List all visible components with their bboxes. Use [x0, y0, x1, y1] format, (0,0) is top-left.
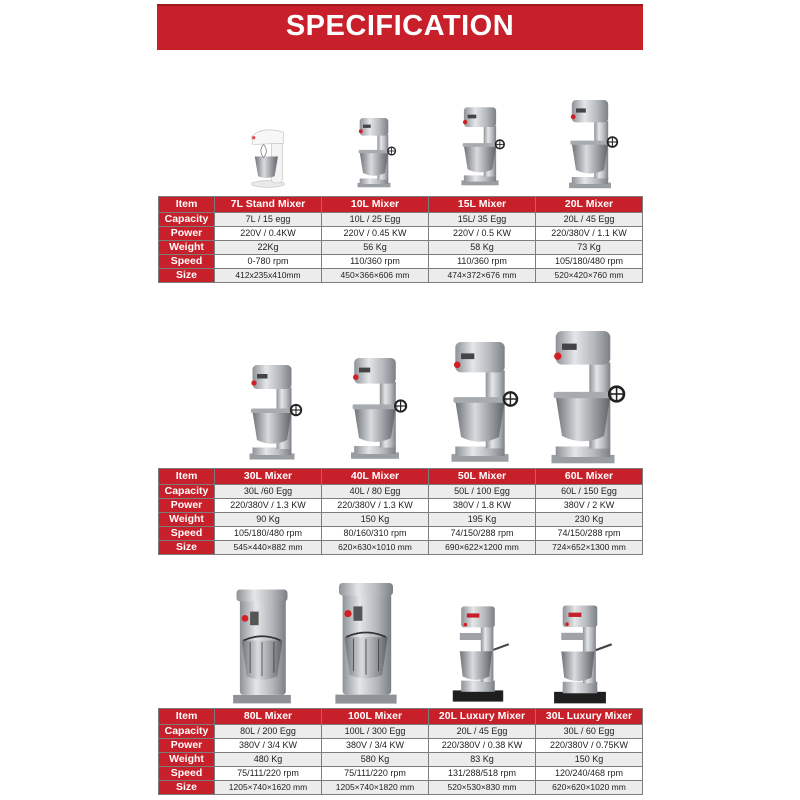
table-header-row: [159, 709, 643, 725]
table-cell: 474×372×676 mm: [429, 269, 536, 283]
table-cell: 75/111/220 rpm: [322, 767, 429, 781]
table-cell: 120/240/468 rpm: [536, 767, 643, 781]
spec-table-3: [158, 708, 643, 795]
mixer-image-30l: [250, 365, 302, 460]
table-cell: 56 Kg: [322, 241, 429, 255]
mixer-image-100l: [335, 583, 396, 704]
table-cell: 131/288/518 rpm: [429, 767, 536, 781]
table-cell: 60L / 150 Egg: [536, 485, 643, 499]
row-label: Power: [159, 499, 215, 513]
table-row: [159, 241, 643, 255]
table-cell: 1205×740×1620 mm: [215, 781, 322, 795]
table-cell: 220/380V / 0.75KW: [536, 739, 643, 753]
table-cell: 83 Kg: [429, 753, 536, 767]
table-cell: 380V / 3/4 KW: [322, 739, 429, 753]
table-cell: 110/360 rpm: [322, 255, 429, 269]
table-cell: 690×622×1200 mm: [429, 541, 536, 555]
mixer-image-30l-luxury: [554, 605, 612, 703]
table-header-row: [159, 469, 643, 485]
row-label: Capacity: [159, 725, 215, 739]
table-cell: 1205×740×1820 mm: [322, 781, 429, 795]
table-cell: 58 Kg: [429, 241, 536, 255]
table-cell: 73 Kg: [536, 241, 643, 255]
mixer-image-7l: [252, 130, 285, 187]
table-cell: 150 Kg: [322, 513, 429, 527]
mixer-image-20l-luxury: [453, 606, 509, 701]
table-cell: 100L / 300 Egg: [322, 725, 429, 739]
table-cell: 480 Kg: [215, 753, 322, 767]
table-cell: 520×530×830 mm: [429, 781, 536, 795]
header-cell: 80L Mixer: [215, 709, 322, 725]
table-row: [159, 255, 643, 269]
mixer-image-20l: [569, 100, 617, 188]
table-cell: 10L / 25 Egg: [322, 213, 429, 227]
table-cell: 80L / 200 Egg: [215, 725, 322, 739]
table-cell: 0-780 rpm: [215, 255, 322, 269]
header-cell: 7L Stand Mixer: [215, 197, 322, 213]
table-cell: 620×620×1020 mm: [536, 781, 643, 795]
table-cell: 724×652×1300 mm: [536, 541, 643, 555]
table-cell: 80/160/310 rpm: [322, 527, 429, 541]
table-cell: 220V / 0.4KW: [215, 227, 322, 241]
table-cell: 545×440×882 mm: [215, 541, 322, 555]
header-cell: Item: [159, 469, 215, 485]
table-cell: 520×420×760 mm: [536, 269, 643, 283]
table-cell: 380V / 1.8 KW: [429, 499, 536, 513]
table-row: [159, 781, 643, 795]
spec-table-1: [158, 196, 643, 283]
table-cell: 220V / 0.45 KW: [322, 227, 429, 241]
header-cell: 30L Mixer: [215, 469, 322, 485]
table-cell: 30L / 60 Egg: [536, 725, 643, 739]
header-cell: 50L Mixer: [429, 469, 536, 485]
header-cell: Item: [159, 197, 215, 213]
row-label: Size: [159, 269, 215, 283]
table-cell: 150 Kg: [536, 753, 643, 767]
mixer-image-80l: [233, 590, 291, 704]
mixer-image-10l: [358, 118, 396, 187]
table-row: [159, 227, 643, 241]
row-label: Size: [159, 541, 215, 555]
table-cell: 110/360 rpm: [429, 255, 536, 269]
header-cell: 20L Luxury Mixer: [429, 709, 536, 725]
table-row: [159, 513, 643, 527]
table-row: [159, 725, 643, 739]
table-row: [159, 767, 643, 781]
table-cell: 50L / 100 Egg: [429, 485, 536, 499]
table-cell: 40L / 80 Egg: [322, 485, 429, 499]
table-header-row: [159, 197, 643, 213]
row-label: Weight: [159, 241, 215, 255]
table-cell: 20L / 45 Egg: [536, 213, 643, 227]
mixer-image-60l: [552, 331, 624, 463]
row-label: Power: [159, 227, 215, 241]
table-cell: 220/380V / 0.38 KW: [429, 739, 536, 753]
table-row: [159, 485, 643, 499]
table-cell: 15L/ 35 Egg: [429, 213, 536, 227]
table-cell: 620×630×1010 mm: [322, 541, 429, 555]
table-cell: 220/380V / 1.3 KW: [215, 499, 322, 513]
table-cell: 380V / 2 KW: [536, 499, 643, 513]
row-label: Capacity: [159, 213, 215, 227]
row-label: Power: [159, 739, 215, 753]
table-cell: 580 Kg: [322, 753, 429, 767]
table-row: [159, 739, 643, 753]
table-cell: 74/150/288 rpm: [429, 527, 536, 541]
table-row: [159, 269, 643, 283]
table-cell: 412x235x410mm: [215, 269, 322, 283]
table-row: [159, 527, 643, 541]
mixer-image-50l: [452, 342, 518, 462]
table-cell: 75/111/220 rpm: [215, 767, 322, 781]
table-cell: 195 Kg: [429, 513, 536, 527]
mixer-image-15l: [461, 107, 504, 185]
table-row: [159, 753, 643, 767]
row-label: Speed: [159, 255, 215, 269]
table-cell: 30L /60 Egg: [215, 485, 322, 499]
row-label: Speed: [159, 767, 215, 781]
table-cell: 22Kg: [215, 241, 322, 255]
row-label: Capacity: [159, 485, 215, 499]
table-cell: 105/180/480 rpm: [215, 527, 322, 541]
header-cell: 20L Mixer: [536, 197, 643, 213]
spec-table-2: [158, 468, 643, 555]
table-row: [159, 499, 643, 513]
table-cell: 450×366×606 mm: [322, 269, 429, 283]
table-cell: 230 Kg: [536, 513, 643, 527]
row-label: Size: [159, 781, 215, 795]
table-cell: 20L / 45 Egg: [429, 725, 536, 739]
table-row: [159, 541, 643, 555]
header-cell: 100L Mixer: [322, 709, 429, 725]
table-row: [159, 213, 643, 227]
header-cell: Item: [159, 709, 215, 725]
row-label: Weight: [159, 753, 215, 767]
header-cell: 30L Luxury Mixer: [536, 709, 643, 725]
row-label: Weight: [159, 513, 215, 527]
table-cell: 220/380V / 1.1 KW: [536, 227, 643, 241]
table-cell: 220V / 0.5 KW: [429, 227, 536, 241]
row-label: Speed: [159, 527, 215, 541]
banner-title: SPECIFICATION: [285, 10, 515, 42]
table-cell: 74/150/288 rpm: [536, 527, 643, 541]
table-cell: 105/180/480 rpm: [536, 255, 643, 269]
table-cell: 220/380V / 1.3 KW: [322, 499, 429, 513]
table-cell: 380V / 3/4 KW: [215, 739, 322, 753]
header-cell: 40L Mixer: [322, 469, 429, 485]
table-cell: 7L / 15 egg: [215, 213, 322, 227]
header-cell: 60L Mixer: [536, 469, 643, 485]
header-cell: 15L Mixer: [429, 197, 536, 213]
mixer-image-40l: [351, 358, 406, 459]
table-cell: 90 Kg: [215, 513, 322, 527]
header-cell: 10L Mixer: [322, 197, 429, 213]
